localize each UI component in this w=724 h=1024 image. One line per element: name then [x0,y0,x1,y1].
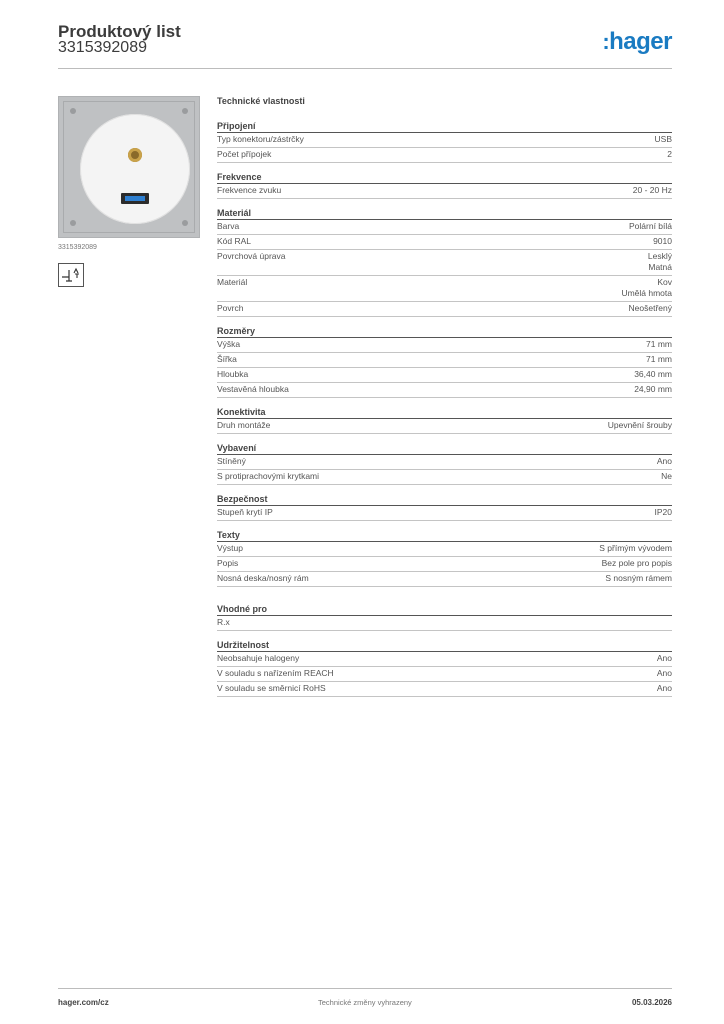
specs-title: Technické vlastnosti [217,96,305,106]
section-heading: Vybavení [217,442,672,455]
spec-value: 9010 [653,236,672,246]
spec-section [217,639,672,697]
spec-row [217,250,672,276]
spec-label: V souladu s nařízením REACH [217,668,334,678]
header-divider [58,68,672,69]
spec-label: Druh montáže [217,420,271,430]
spec-label: R.x [217,617,230,627]
spec-value: Neošetřený [628,303,672,313]
screw-icon [70,220,76,226]
section-heading: Konektivita [217,406,672,419]
spec-row [217,133,672,148]
socket-cover [80,114,190,224]
footer-divider [58,988,672,989]
rca-jack-icon [128,148,142,162]
spec-row [217,419,672,434]
spec-value: Kov Umělá hmota [621,277,672,298]
spec-label: Typ konektoru/zástrčky [217,134,304,144]
spec-value: IP20 [654,507,672,517]
spec-label: Nosná deska/nosný rám [217,573,309,583]
document-title: Produktový list [58,22,181,41]
spec-label: V souladu se směrnicí RoHS [217,683,326,693]
spec-label: Barva [217,221,240,231]
product-image [58,96,200,238]
spec-label: Stíněný [217,456,246,466]
mounting-symbol-icon [58,263,84,287]
spec-row [217,616,672,631]
spec-row [217,557,672,572]
spec-row [217,184,672,199]
section-heading: Připojení [217,120,672,133]
spec-label: Povrchová úprava [217,251,286,261]
spec-label: Výška [217,339,241,349]
spec-value: Ano [656,683,672,693]
spec-value: S přímým vývodem [599,543,672,553]
spec-row [217,470,672,485]
spec-value: Ano [656,653,672,663]
spec-label: Výstup [217,543,243,553]
spec-label: Povrch [217,303,244,313]
spec-row [217,368,672,383]
spec-value: S nosným rámem [605,573,672,583]
screw-icon [182,108,188,114]
spec-row [217,652,672,667]
section-heading: Udržitelnost [217,639,672,652]
spec-row [217,148,672,163]
spec-label: Materiál [217,277,248,287]
spec-label: Frekvence zvuku [217,185,282,195]
section-heading: Bezpečnost [217,493,672,506]
section-heading: Materiál [217,207,672,220]
spec-label: Neobsahuje halogeny [217,653,300,663]
spec-row [217,506,672,521]
screw-icon [70,108,76,114]
screw-icon [182,220,188,226]
product-frame [63,101,195,233]
product-number: 3315392089 [58,39,147,56]
usb-port-icon [121,193,149,204]
section-heading: Frekvence [217,171,672,184]
spec-section [217,207,672,317]
spec-label: Kód RAL [217,236,252,246]
spec-value: 24,90 mm [634,384,672,394]
spec-row [217,455,672,470]
spec-row [217,682,672,697]
spec-section [217,120,672,163]
spec-section [217,171,672,199]
spec-row [217,667,672,682]
spec-value: Upevnění šrouby [607,420,672,430]
spec-value: USB [654,134,672,144]
spec-value: Ano [656,456,672,466]
footer-website[interactable]: hager.com/cz [58,998,109,1007]
spec-section [217,406,672,434]
spec-row [217,302,672,317]
logo-text: hager [609,28,672,55]
spec-row [217,220,672,235]
image-caption: 3315392089 [58,244,97,251]
technical-specs [217,96,672,705]
spec-section [217,442,672,485]
spec-row [217,542,672,557]
spec-value: Lesklý Matná [647,251,672,272]
spec-row [217,276,672,302]
hager-logo: :hager [602,28,672,55]
spec-section [217,603,672,631]
spec-value: Ano [656,668,672,678]
spec-row [217,235,672,250]
spec-value: Polární bílá [629,221,672,231]
spec-row [217,338,672,353]
spec-row [217,353,672,368]
spec-section [217,325,672,398]
footer-note: Technické změny vyhrazeny [318,998,412,1007]
spec-value: 20 - 20 Hz [632,185,672,195]
section-heading: Rozměry [217,325,672,338]
section-heading: Vhodné pro [217,603,672,616]
spec-value: Bez pole pro popis [601,558,672,568]
spec-value: 71 mm [646,354,672,364]
spec-label: Počet přípojek [217,149,272,159]
spec-value: 2 [667,149,672,159]
spec-label: Stupeň krytí IP [217,507,273,517]
spec-row [217,572,672,587]
spec-value: 36,40 mm [634,369,672,379]
spec-label: Šířka [217,354,237,364]
spec-row [217,383,672,398]
spec-label: Hloubka [217,369,249,379]
spec-label: Popis [217,558,239,568]
spec-label: Vestavěná hloubka [217,384,289,394]
spec-label: S protiprachovými krytkami [217,471,320,481]
spec-value: Ne [661,471,672,481]
spec-section [217,493,672,521]
footer-date: 05.03.2026 [631,998,672,1007]
spec-value: 71 mm [646,339,672,349]
section-heading: Texty [217,529,672,542]
spec-section [217,529,672,587]
